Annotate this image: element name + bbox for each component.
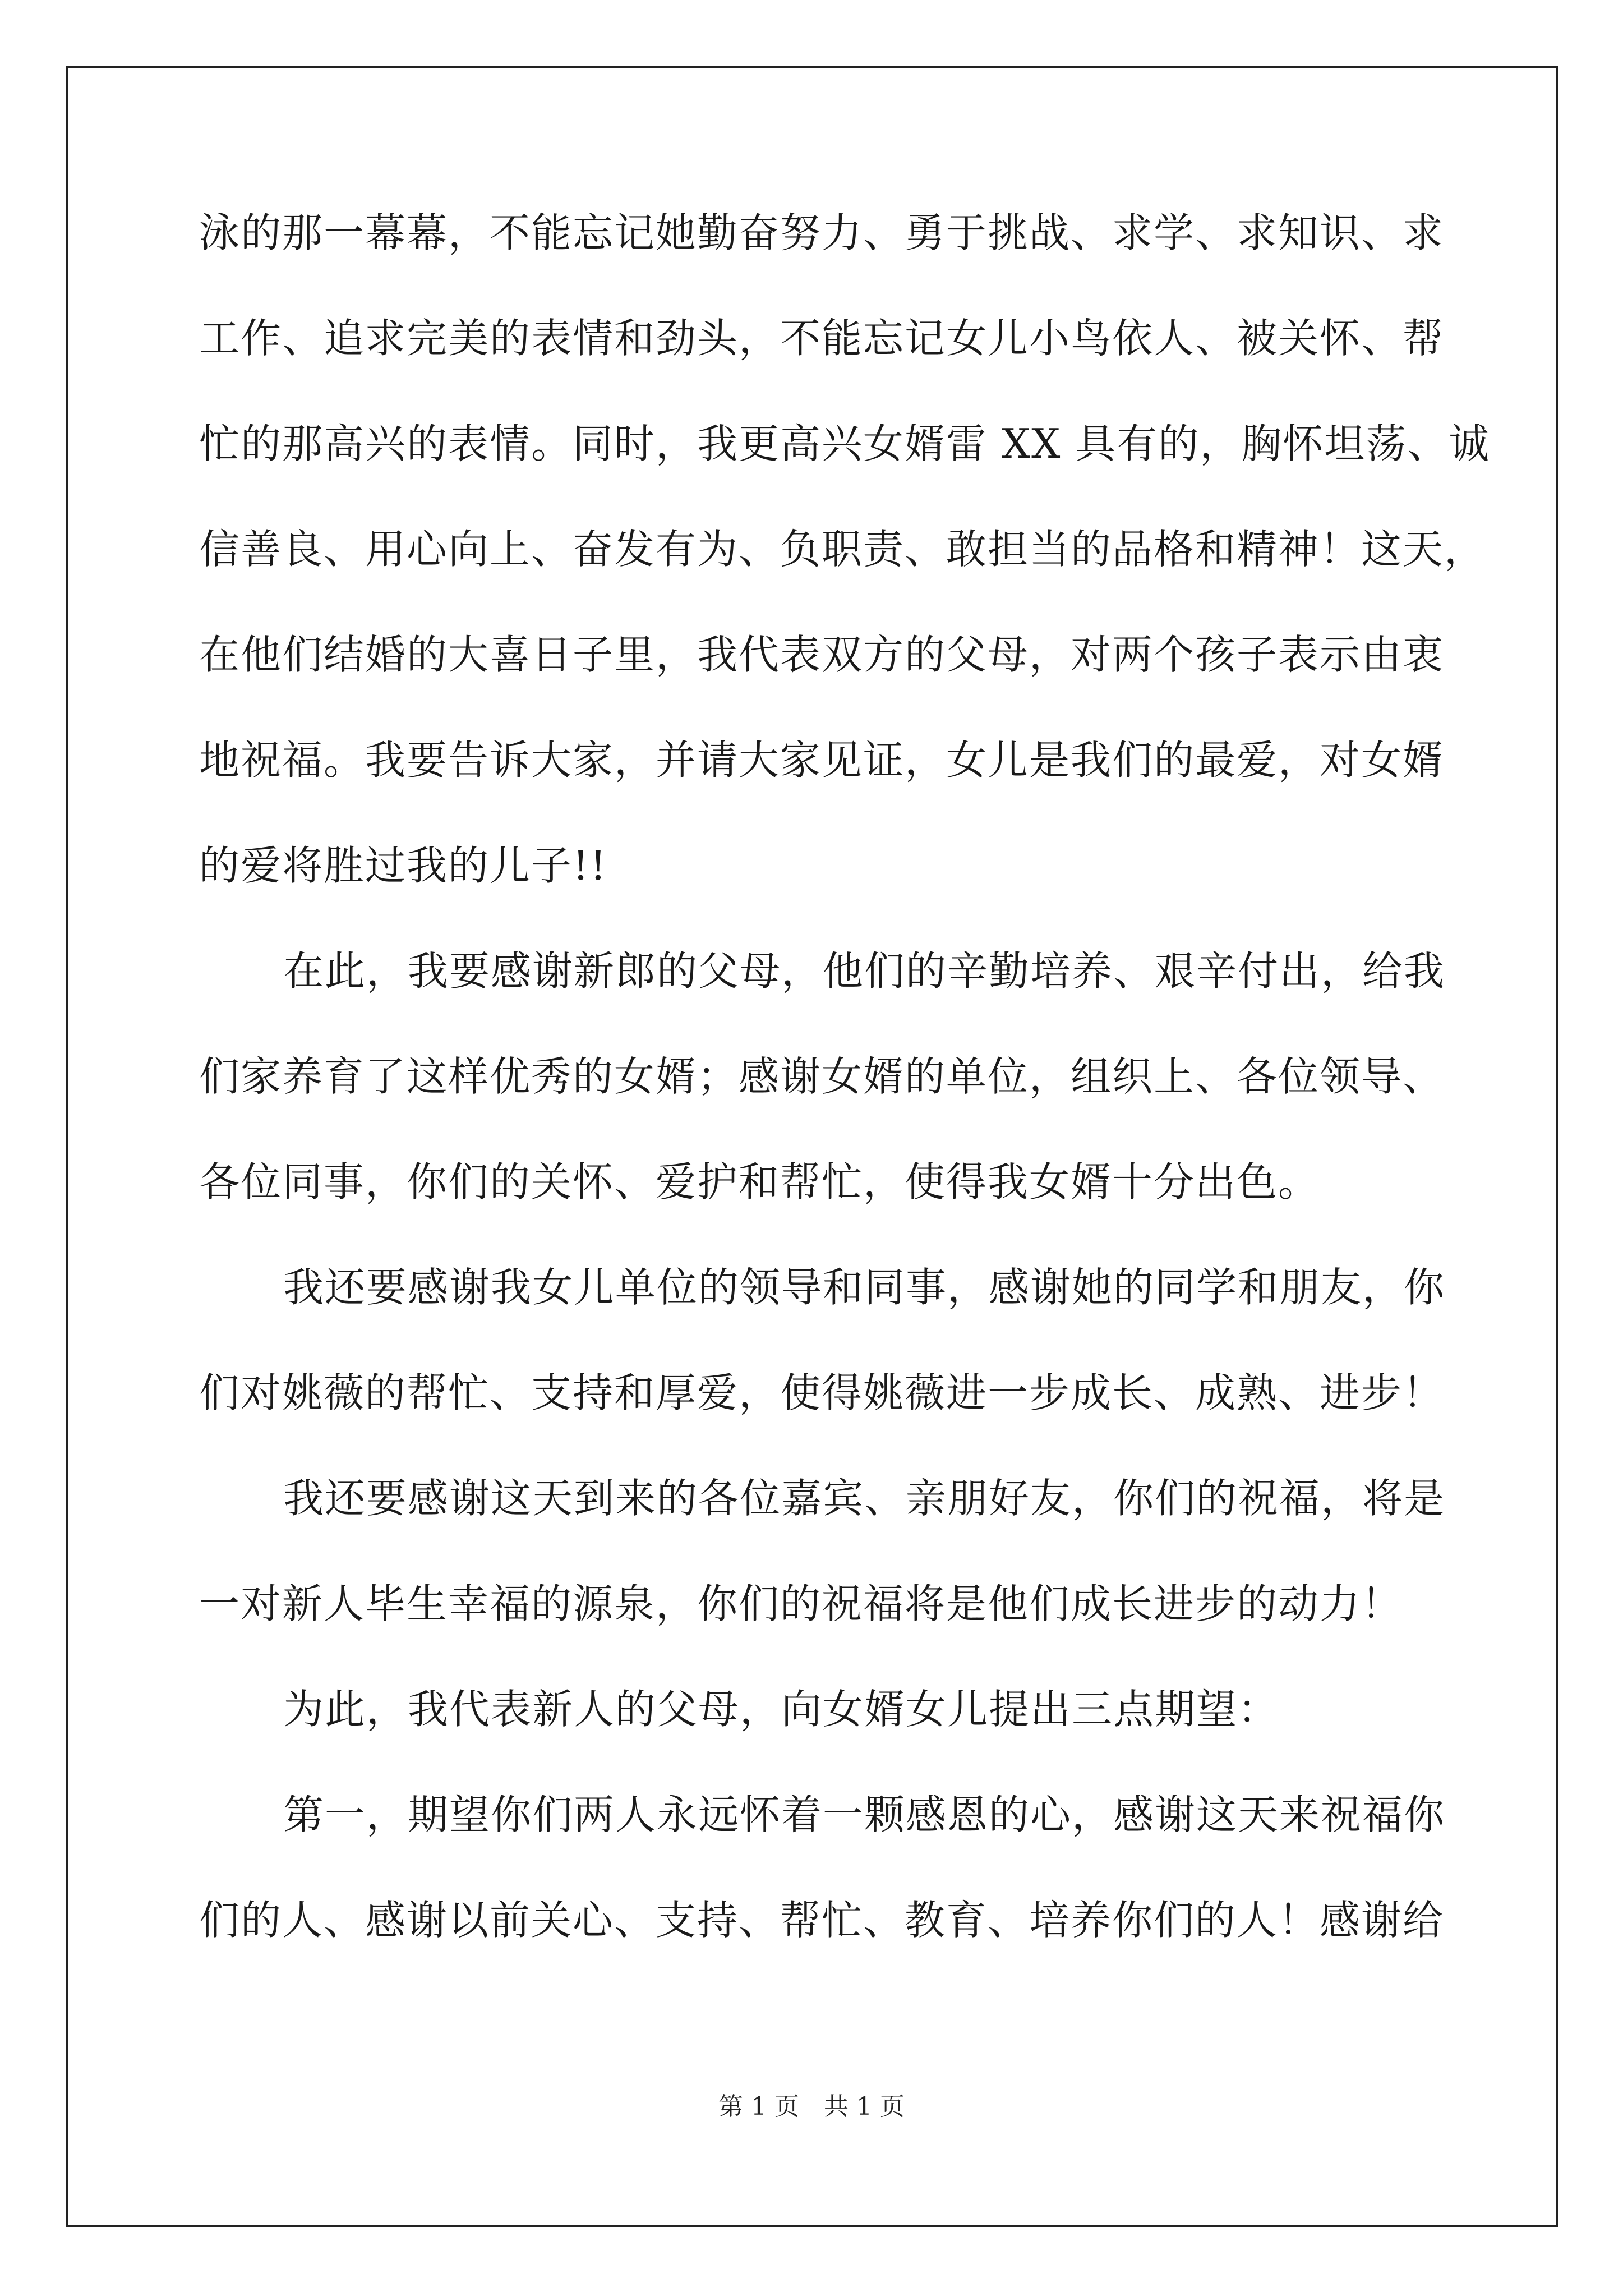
- text-line: 在他们结婚的大喜日子里，我代表双方的父母，对两个孩子表示由衷: [199, 631, 1445, 678]
- text-line: 们的人、感谢以前关心、支持、帮忙、教育、培养你们的人！感谢给: [199, 1897, 1445, 1944]
- paragraph-first-line: 在此，我要感谢新郎的父母，他们的辛勤培养、艰辛付出，给我: [283, 947, 1446, 995]
- text-line: 们对姚薇的帮忙、支持和厚爱，使得姚薇进一步成长、成熟、进步！: [199, 1369, 1445, 1416]
- document-body: [199, 208, 1491, 2000]
- text-line: 们家养育了这样优秀的女婿；感谢女婿的单位，组织上、各位领导、: [199, 1053, 1445, 1100]
- paragraph-first-line: 我还要感谢我女儿单位的领导和同事，感谢她的同学和朋友，你: [283, 1264, 1446, 1311]
- text-line: 各位同事，你们的关怀、爱护和帮忙，使得我女婿十分出色。: [199, 1158, 1320, 1205]
- paragraph-first-line: 为此，我代表新人的父母，向女婿女儿提出三点期望：: [283, 1686, 1280, 1733]
- text-line: 泳的那一幕幕，不能忘记她勤奋努力、勇于挑战、求学、求知识、求: [199, 209, 1445, 256]
- paragraph-first-line: 我还要感谢这天到来的各位嘉宾、亲朋好友，你们的祝福，将是: [283, 1475, 1446, 1522]
- text-line: 工作、追求完美的表情和劲头，不能忘记女儿小鸟依人、被关怀、帮: [199, 315, 1445, 362]
- paragraph-first-line: 第一，期望你们两人永远怀着一颗感恩的心，感谢这天来祝福你: [283, 1791, 1446, 1838]
- page-number-footer: 第 1 页 共 1 页: [718, 2092, 905, 2121]
- text-line: 地祝福。我要告诉大家，并请大家见证，女儿是我们的最爱，对女婿: [199, 737, 1445, 784]
- text-line: 忙的那高兴的表情。同时，我更高兴女婿雷 XX 具有的，胸怀坦荡、诚: [199, 420, 1491, 467]
- text-line: 的爱将胜过我的儿子!!: [199, 842, 607, 889]
- text-line: 信善良、用心向上、奋发有为、负职责、敢担当的品格和精神！这天，: [199, 526, 1486, 573]
- text-line: 一对新人毕生幸福的源泉，你们的祝福将是他们成长进步的动力！: [199, 1580, 1403, 1627]
